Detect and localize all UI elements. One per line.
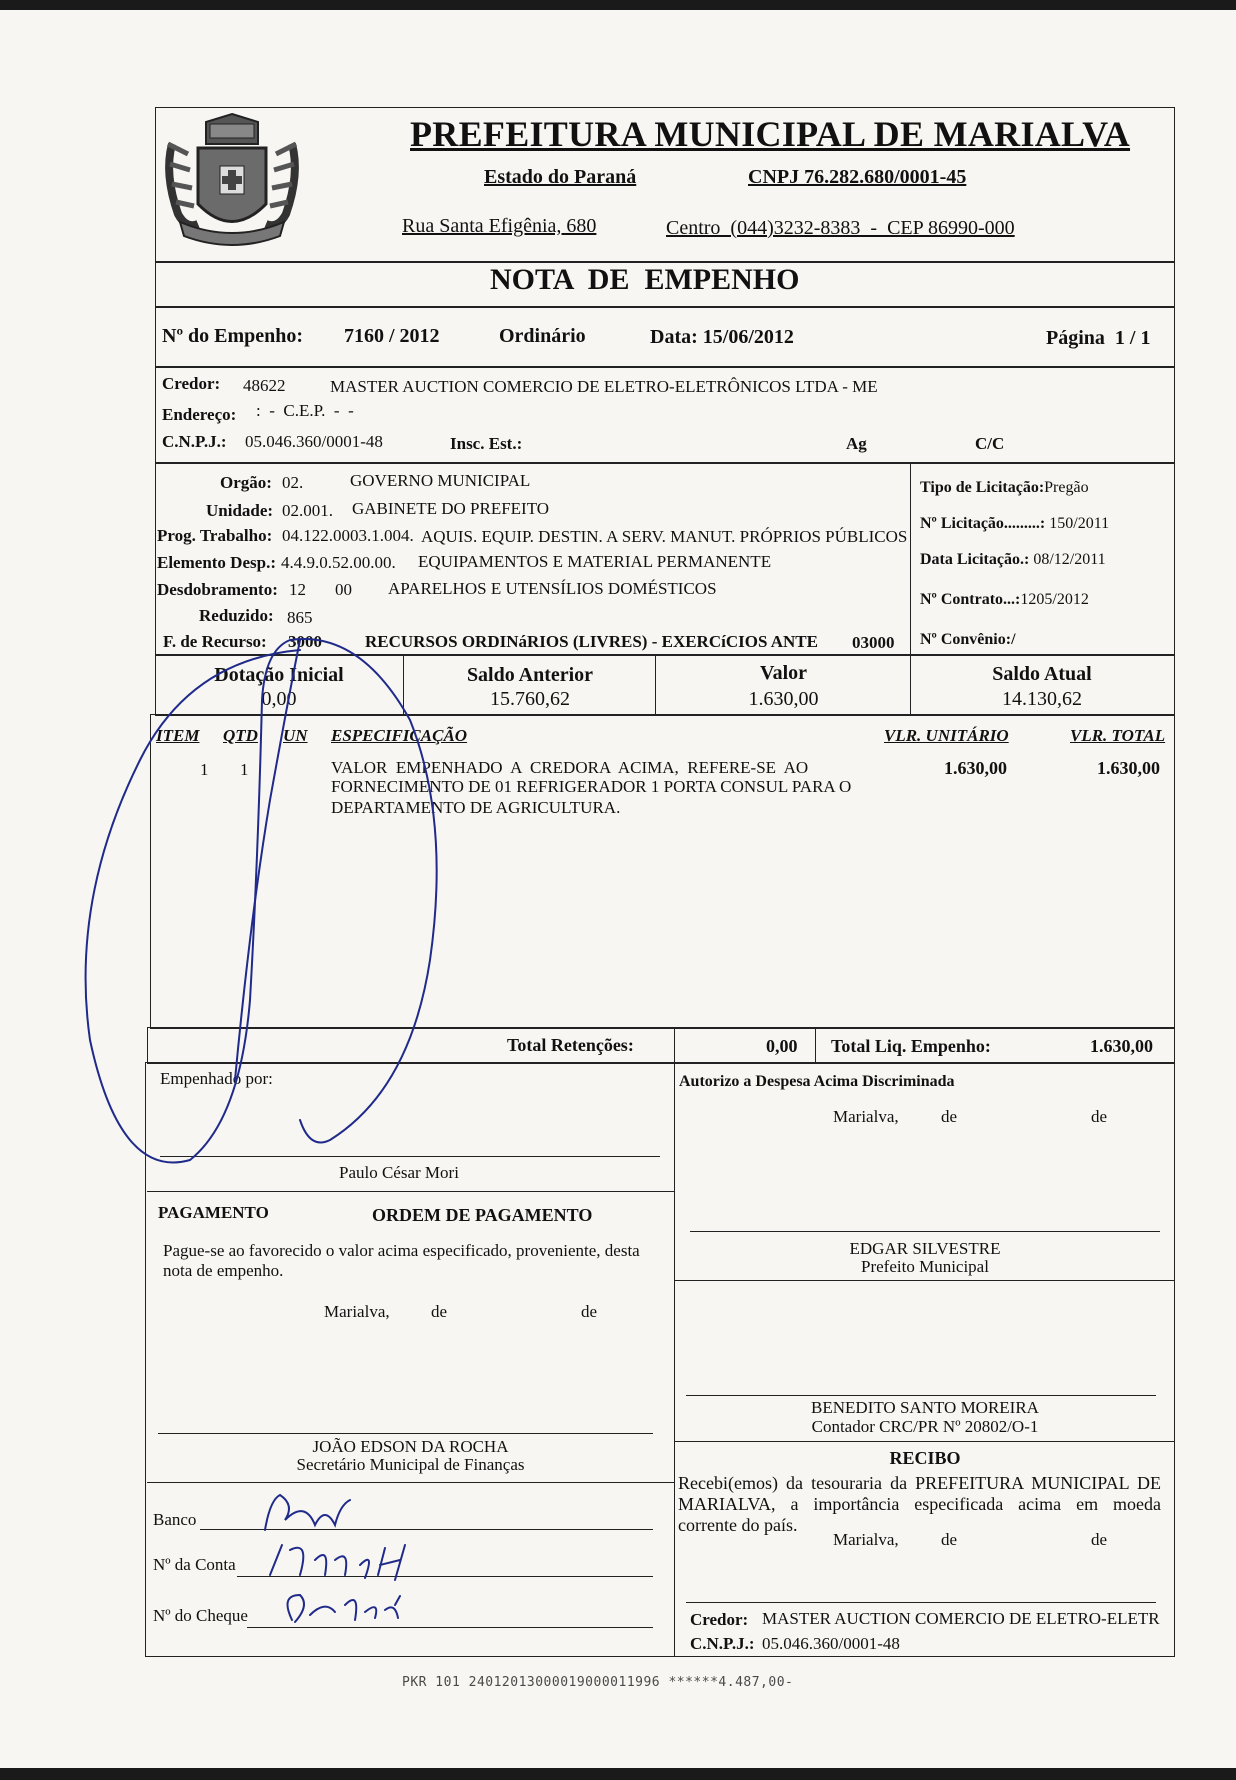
bank-stamp: PKR 101 24012013000019000011996 ******4.487,00- bbox=[402, 1675, 794, 1690]
autorizo-local: Marialva, bbox=[833, 1107, 899, 1126]
col-header-un: UN bbox=[283, 726, 308, 745]
banco-handwriting bbox=[265, 1495, 350, 1530]
reduzido-value: 865 bbox=[287, 608, 313, 627]
reduzido-label: Reduzido: bbox=[199, 606, 274, 625]
desdobramento-label: Desdobramento: bbox=[157, 580, 278, 599]
doc-title: NOTA DE EMPENHO bbox=[490, 263, 800, 296]
unidade-code: 02.001. bbox=[282, 501, 333, 520]
state-label: Estado do Paraná bbox=[484, 166, 637, 188]
recibo-credor-name: MASTER AUCTION COMERCIO DE ELETRO-ELETR bbox=[762, 1609, 1160, 1628]
recibo-label: RECIBO bbox=[889, 1448, 961, 1468]
empenho-number-label: Nº do Empenho: bbox=[162, 325, 304, 347]
row-unit-value: 1.630,00 bbox=[944, 758, 1007, 778]
street-address: Rua Santa Efigênia, 680 bbox=[402, 215, 597, 237]
prefeito-role: Prefeito Municipal bbox=[861, 1257, 989, 1276]
numero-licitacao-label: Nº Licitação.........: bbox=[920, 515, 1046, 532]
prog-trabalho-label: Prog. Trabalho: bbox=[157, 526, 273, 545]
total-liquido-value: 1.630,00 bbox=[1090, 1036, 1153, 1056]
dotacao-label: Dotação Inicial bbox=[214, 664, 344, 686]
cheque-handwriting bbox=[288, 1595, 401, 1622]
numero-licitacao-value: 150/2011 bbox=[1049, 515, 1110, 532]
pagamento-text: Pague-se ao favorecido o valor acima especificado, proveniente, desta nota de empenho. bbox=[163, 1241, 640, 1280]
total-liquido-label: Total Liq. Empenho: bbox=[831, 1036, 991, 1056]
page-title: PREFEITURA MUNICIPAL DE MARIALVA bbox=[410, 114, 1131, 154]
recurso-code: 3000 bbox=[288, 632, 322, 651]
valor-label: Valor bbox=[759, 662, 808, 684]
ag-label: Ag bbox=[846, 434, 867, 453]
pagamento-label: PAGAMENTO bbox=[158, 1203, 269, 1222]
saldo-atual-label: Saldo Atual bbox=[992, 663, 1092, 685]
data-licitacao-label: Data Licitação.: bbox=[920, 551, 1030, 568]
conta-label: Nº da Conta bbox=[153, 1555, 236, 1574]
banco-label: Banco bbox=[153, 1510, 197, 1529]
secretario-name: JOÃO EDSON DA ROCHA bbox=[312, 1437, 509, 1456]
secretario-role: Secretário Municipal de Finanças bbox=[296, 1455, 525, 1474]
row-spec-line-1: VALOR EMPENHADO A CREDORA ACIMA, REFERE-SE AO bbox=[331, 758, 809, 777]
row-spec-line-2: FORNECIMENTO DE 01 REFRIGERADOR 1 PORTA CONSUL PARA O bbox=[331, 777, 852, 796]
autorizo-de-1: de bbox=[941, 1107, 958, 1126]
prog-trabalho-code: 04.122.0003.1.004. bbox=[282, 526, 414, 545]
conta-handwriting bbox=[270, 1545, 405, 1580]
desdobramento-b: 00 bbox=[335, 580, 352, 599]
recibo-credor-label: Credor: bbox=[690, 1610, 749, 1629]
autorizo-label: Autorizo a Despesa Acima Discriminada bbox=[679, 1073, 955, 1090]
dotacao-value: 0,00 bbox=[261, 688, 297, 710]
elemento-name: EQUIPAMENTOS E MATERIAL PERMANENTE bbox=[418, 552, 772, 571]
row-item: 1 bbox=[200, 760, 209, 779]
elemento-code: 4.4.9.0.52.00.00. bbox=[281, 553, 396, 572]
district-phone-cep: Centro (044)3232-8383 - CEP 86990-000 bbox=[666, 217, 1015, 239]
prog-trabalho-name: AQUIS. EQUIP. DESTIN. A SERV. MANUT. PRÓPRIOS PÚBLICOS bbox=[421, 527, 908, 546]
row-total-value: 1.630,00 bbox=[1097, 758, 1160, 778]
convenio-label: Nº Convênio:/ bbox=[920, 631, 1016, 648]
cc-label: C/C bbox=[975, 434, 1005, 453]
recibo-de-1: de bbox=[941, 1530, 958, 1549]
col-header-item: ITEM bbox=[156, 726, 200, 745]
retencoes-value: 0,00 bbox=[766, 1036, 798, 1056]
empenhado-label: Empenhado por: bbox=[160, 1069, 273, 1088]
desdobramento-name: APARELHOS E UTENSÍLIOS DOMÉSTICOS bbox=[388, 579, 717, 598]
recibo-de-2: de bbox=[1091, 1530, 1108, 1549]
recurso-label: F. de Recurso: bbox=[163, 632, 267, 651]
recibo-local: Marialva, bbox=[833, 1530, 899, 1549]
cheque-label: Nº do Cheque bbox=[153, 1606, 248, 1625]
elemento-label: Elemento Desp.: bbox=[157, 553, 276, 572]
data-licitacao-value: 08/12/2011 bbox=[1033, 551, 1106, 568]
scan-bottom-edge bbox=[0, 1768, 1236, 1780]
contrato-value: 1205/2012 bbox=[1020, 591, 1089, 608]
empenho-number: 7160 / 2012 bbox=[344, 325, 440, 347]
pen-vertical-mark bbox=[235, 640, 300, 1080]
credor-code: 48622 bbox=[243, 376, 286, 395]
empenho-type: Ordinário bbox=[499, 325, 586, 347]
pen-loop-mark bbox=[86, 639, 437, 1163]
recibo-text: Recebi(emos) da tesouraria da PREFEITURA MUNICIPAL DE MARIALVA, a importância especificada acima em moeda corrente do país. bbox=[678, 1473, 1161, 1535]
unidade-name: GABINETE DO PREFEITO bbox=[352, 499, 550, 518]
col-header-total-value: VLR. TOTAL bbox=[1070, 726, 1166, 745]
cnpj-label: CNPJ 76.282.680/0001-45 bbox=[748, 166, 967, 188]
recurso-number: 03000 bbox=[852, 633, 895, 652]
recurso-name: RECURSOS ORDINáRIOS (LIVRES) - EXERCíCIOS ANTE bbox=[365, 632, 818, 651]
col-header-especificacao: ESPECIFICAÇÃO bbox=[331, 726, 468, 745]
saldo-anterior-value: 15.760,62 bbox=[490, 688, 570, 710]
orgao-name: GOVERNO MUNICIPAL bbox=[350, 471, 531, 490]
row-spec-line-3: DEPARTAMENTO DE AGRICULTURA. bbox=[331, 798, 621, 817]
valor-value: 1.630,00 bbox=[748, 688, 819, 710]
contador-name: BENEDITO SANTO MOREIRA bbox=[811, 1398, 1039, 1417]
address-label: Endereço: bbox=[162, 405, 237, 424]
pagamento-local: Marialva, bbox=[324, 1302, 390, 1321]
credor-label: Credor: bbox=[162, 374, 221, 393]
desdobramento-a: 12 bbox=[289, 580, 306, 599]
col-header-qtd: QTD bbox=[223, 726, 258, 745]
unidade-label: Unidade: bbox=[206, 501, 274, 520]
ordem-pagamento-label: ORDEM DE PAGAMENTO bbox=[372, 1205, 593, 1225]
retencoes-label: Total Retenções: bbox=[507, 1035, 634, 1055]
autorizo-de-2: de bbox=[1091, 1107, 1108, 1126]
orgao-code: 02. bbox=[282, 473, 304, 492]
col-header-unit-value: VLR. UNITÁRIO bbox=[884, 726, 1009, 745]
credor-cnpj-label: C.N.P.J.: bbox=[162, 432, 227, 451]
contrato-label: Nº Contrato...: bbox=[920, 591, 1021, 608]
tipo-licitacao-value: Pregão bbox=[1044, 479, 1089, 496]
empenhado-name: Paulo César Mori bbox=[339, 1163, 459, 1182]
insc-est-label: Insc. Est.: bbox=[450, 434, 523, 453]
recibo-cnpj: 05.046.360/0001-48 bbox=[762, 1634, 900, 1653]
pagamento-de-1: de bbox=[431, 1302, 448, 1321]
saldo-atual-value: 14.130,62 bbox=[1002, 688, 1082, 710]
orgao-label: Orgão: bbox=[220, 473, 272, 492]
contador-role: Contador CRC/PR Nº 20802/O-1 bbox=[811, 1417, 1039, 1436]
prefeito-name: EDGAR SILVESTRE bbox=[849, 1239, 1001, 1258]
empenho-date: Data: 15/06/2012 bbox=[650, 326, 794, 348]
page-number: Página 1 / 1 bbox=[1046, 327, 1151, 349]
row-qtd: 1 bbox=[240, 760, 249, 779]
tipo-licitacao-label: Tipo de Licitação: bbox=[920, 479, 1045, 496]
credor-name: MASTER AUCTION COMERCIO DE ELETRO-ELETRÔNICOS LTDA - ME bbox=[330, 377, 878, 396]
saldo-anterior-label: Saldo Anterior bbox=[466, 664, 594, 686]
credor-cnpj: 05.046.360/0001-48 bbox=[245, 432, 383, 451]
recibo-cnpj-label: C.N.P.J.: bbox=[690, 1634, 755, 1653]
pagamento-de-2: de bbox=[581, 1302, 598, 1321]
address-value: : - C.E.P. - - bbox=[256, 401, 354, 420]
